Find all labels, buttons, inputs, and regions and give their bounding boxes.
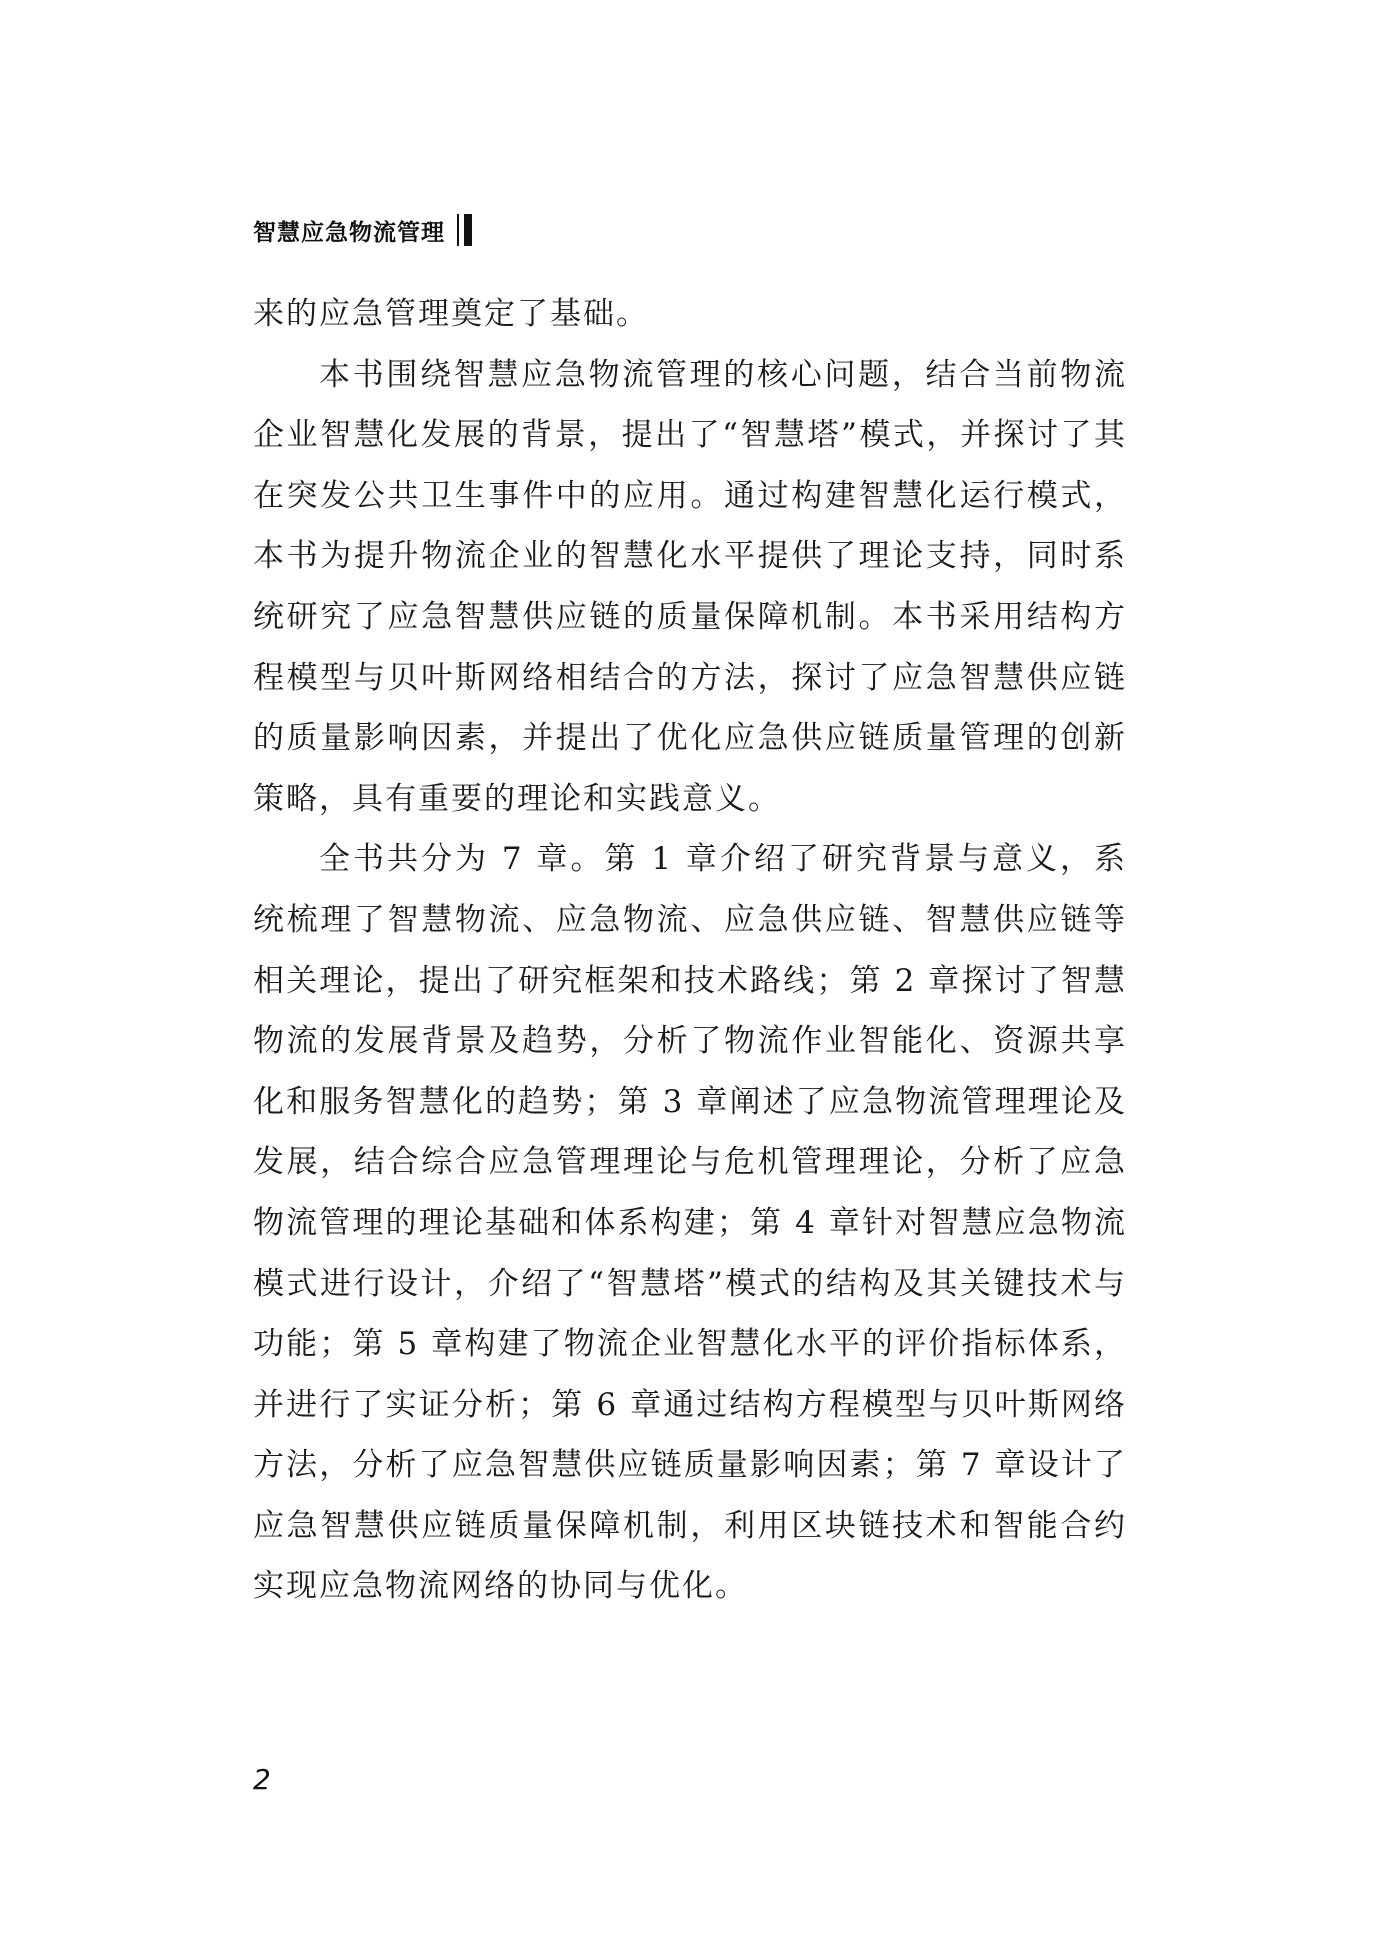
paragraph-continued: 来的应急管理奠定了基础。 [253,296,649,332]
header-thin-bar [457,214,459,246]
header-thick-bar [464,214,472,246]
running-title: 智慧应急物流管理 [253,219,445,246]
running-header [253,212,472,248]
page-number: 2 [253,1763,271,1796]
paragraph-book-overview: 本书围绕智慧应急物流管理的核心问题，结合当前物流企业智慧化发展的背景，提出了“智慧塔”模式，并探讨了其在突发公共卫生事件中的应用。通过构建智慧化运行模式，本书为提升物流企业的智慧化水平提供了理论支持，同时系统研究了应急智慧供应链的质量保障机制。本书采用结构方程模型与贝叶斯网络相结合的方法，探讨了应急智慧供应链的质量影响因素，并提出了优化应急供应链质量管理的创新策略，具有重要的理论和实践意义。 [253,356,1127,817]
header-bar-ornament [457,214,472,246]
body-text [253,284,1127,1617]
paragraph-chapter-summary: 全书共分为 7 章。第 1 章介绍了研究背景与意义，系统梳理了智慧物流、应急物流、应急供应链、智慧供应链等相关理论，提出了研究框架和技术路线；第 2 章探讨了智慧物流的发展背景及趋势，分析了物流作业智能化、资源共享化和服务智慧化的趋势；第 3 章阐述了应急物流管理理论及发展，结合综合应急管理理论与危机管理理论，分析了应急物流管理的理论基础和体系构建；第 4 章针对智慧应急物流模式进行设计，介绍了“智慧塔”模式的结构及其关键技术与功能；第 5 章构建了物流企业智慧化水平的评价指标体系，并进行了实证分析；第 6 章通过结构方程模型与贝叶斯网络方法，分析了应急智慧供应链质量影响因素；第 7 章设计了应急智慧供应链质量保障机制，利用区块链技术和智能合约实现应急物流网络的协同与优化。 [253,841,1127,1605]
